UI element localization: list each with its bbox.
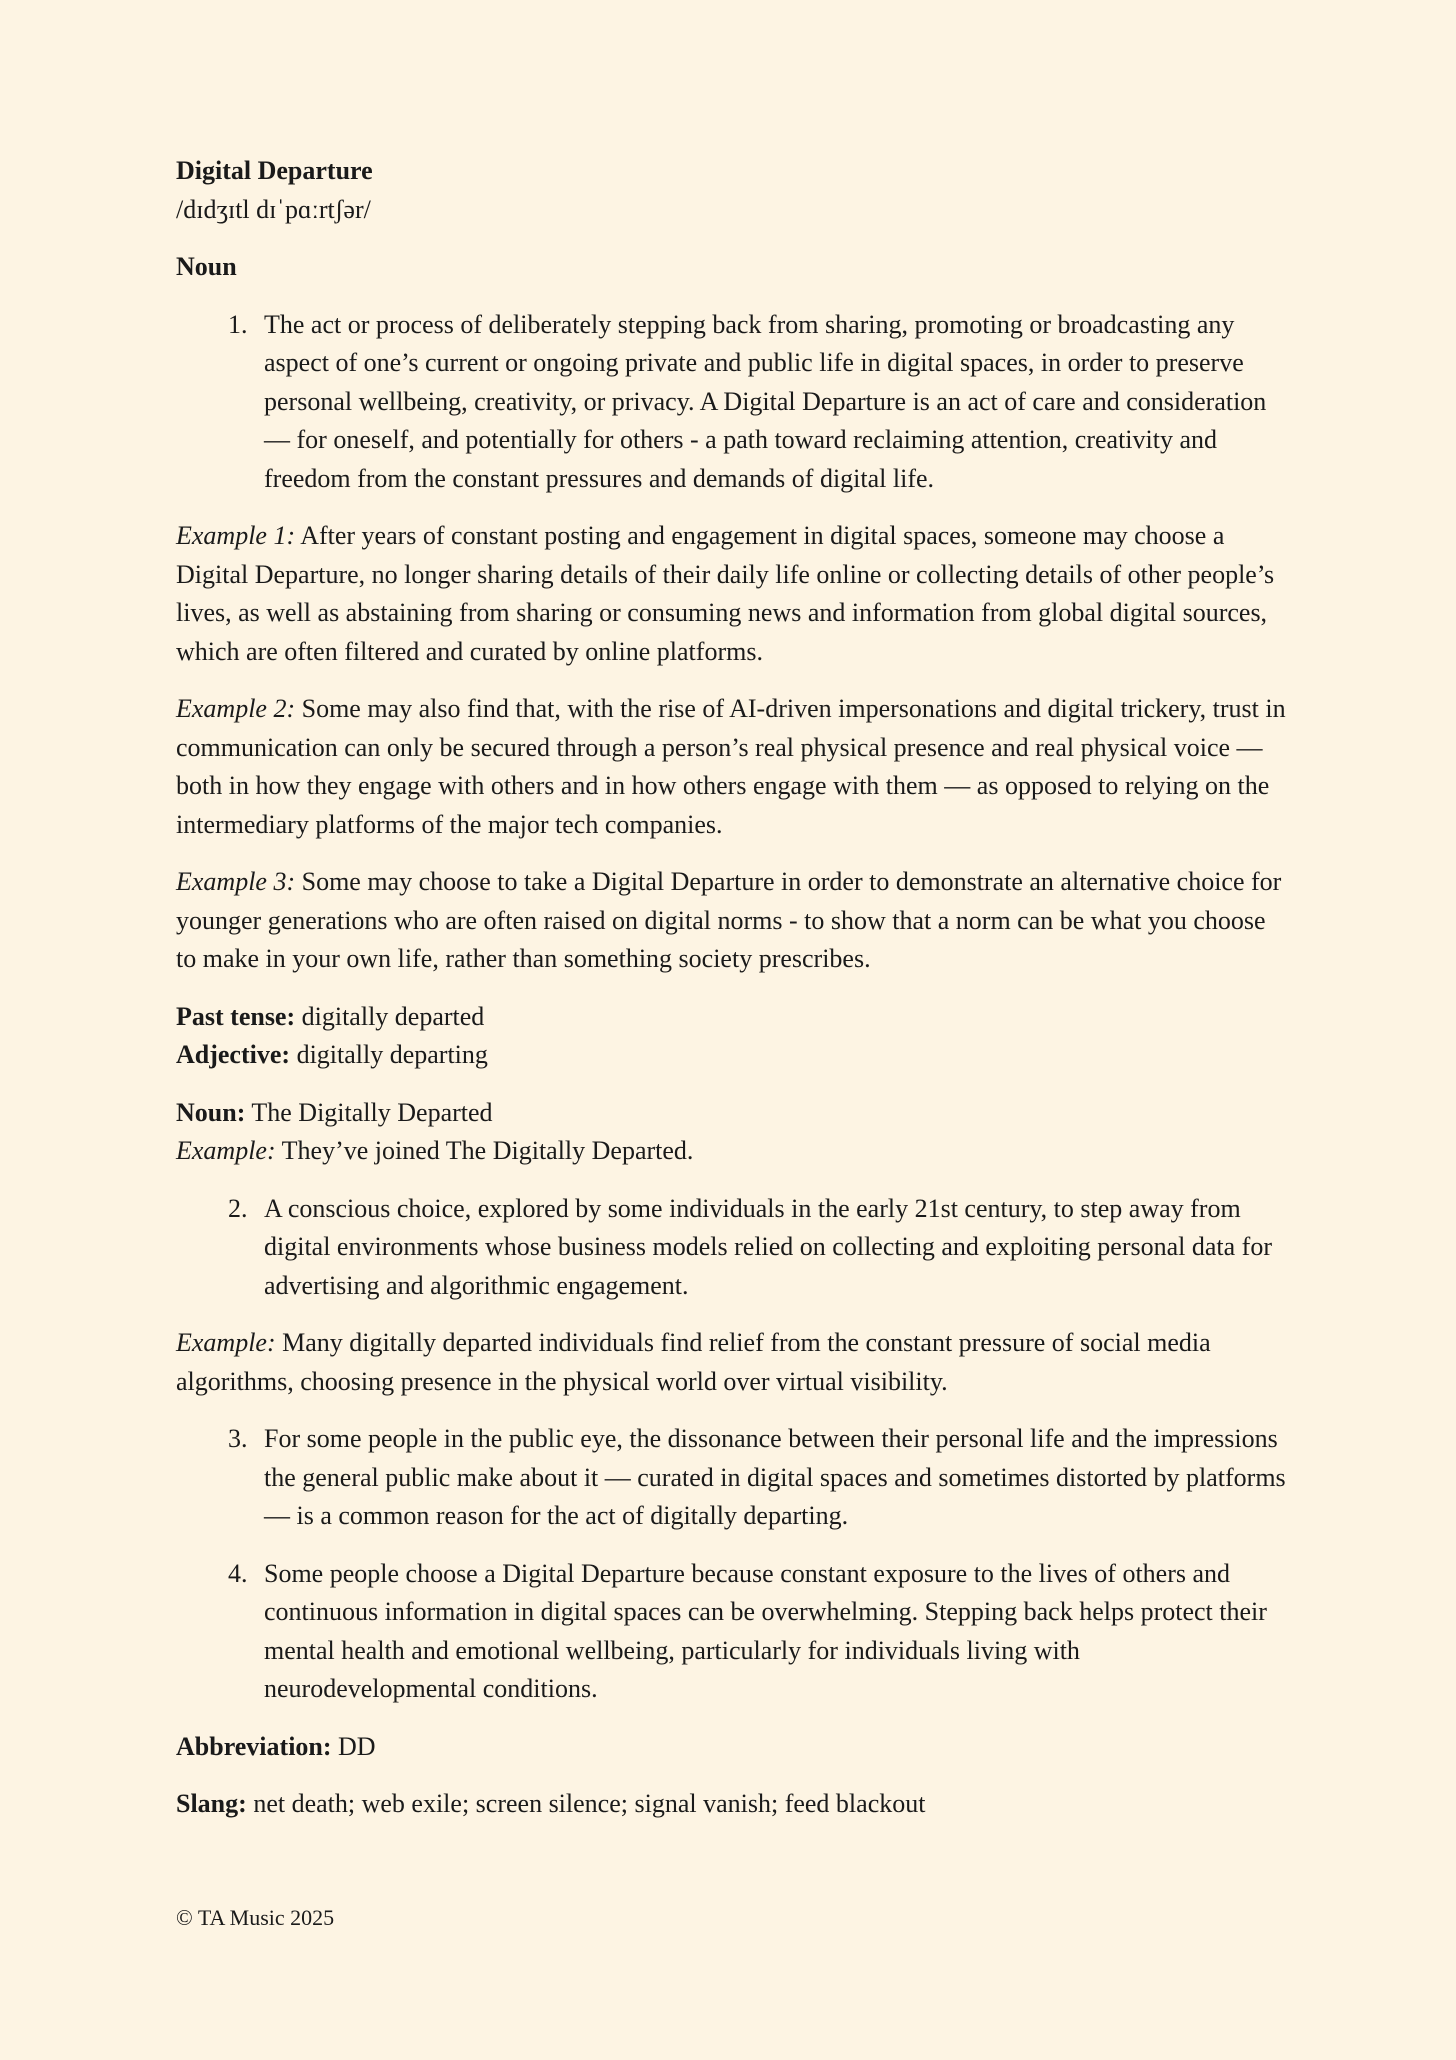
document-page bbox=[176, 152, 1286, 1843]
noun-form-label: Noun: bbox=[176, 1097, 246, 1127]
definition-4 bbox=[176, 1555, 1286, 1709]
part-of-speech: Noun bbox=[176, 252, 237, 281]
definition-number: 4. bbox=[228, 1558, 248, 1588]
example-label: Example 1: bbox=[176, 521, 296, 550]
past-tense-value: digitally departed bbox=[295, 1001, 485, 1031]
noun-example-line bbox=[176, 1132, 1286, 1171]
definition-3 bbox=[176, 1420, 1286, 1536]
definition-1 bbox=[176, 306, 1286, 499]
noun-form-value: The Digitally Departed bbox=[245, 1097, 493, 1127]
noun-example-value: They’ve joined The Digitally Departed. bbox=[275, 1136, 694, 1165]
pronunciation: /dɪdʒɪtl dɪˈpɑːrtʃər/ bbox=[176, 194, 371, 224]
example-text: Many digitally departed individuals find relief from the constant pressure of social media algorithms, choosing presence in the physical world over virtual visibility. bbox=[176, 1328, 1211, 1396]
example-text: Some may choose to take a Digital Departure in order to demonstrate an alternative choice for younger generations who are often raised on digital norms - to show that a norm can be what you choose to make in your own life, rather than something society prescribes. bbox=[176, 867, 1282, 973]
definition-number: 3. bbox=[228, 1424, 248, 1453]
adjective-label: Adjective: bbox=[176, 1040, 291, 1069]
copyright-notice: © TA Music 2025 bbox=[176, 1905, 335, 1930]
definition-2 bbox=[176, 1190, 1286, 1306]
example-3 bbox=[176, 863, 1286, 979]
past-tense-line bbox=[176, 998, 1286, 1037]
adjective-value: digitally departing bbox=[290, 1040, 488, 1069]
abbreviation-value: DD bbox=[331, 1731, 376, 1761]
example-label: Example: bbox=[176, 1328, 276, 1357]
slang-value: net death; web exile; screen silence; signal vanish; feed blackout bbox=[246, 1789, 926, 1818]
example-text: Some may also find that, with the rise of AI-driven impersonations and digital trickery, trust in communication can only be secured through a person’s real physical presence and real physical voice — both in how they engage with others and in how others engage with them — as opposed to relying on the intermediary platforms of the major tech companies. bbox=[176, 694, 1286, 839]
abbreviation-label: Abbreviation: bbox=[176, 1731, 332, 1761]
example-text: After years of constant posting and engagement in digital spaces, someone may choose a Digital Departure, no longer sharing details of their daily life online or collecting details of other people’s lives, as well as abstaining from sharing or consuming news and information from global digital sources, which are often filtered and curated by online platforms. bbox=[176, 521, 1275, 666]
slang-line bbox=[176, 1785, 1286, 1824]
abbreviation-line bbox=[176, 1728, 1286, 1767]
definition-text: Some people choose a Digital Departure because constant exposure to the lives of others and continuous information in digital spaces can be overwhelming. Stepping back helps protect their mental health and emotional wellbeing, particularly for individuals living with neurodevelopmental conditions. bbox=[264, 1558, 1267, 1703]
definition-text: A conscious choice, explored by some individuals in the early 21st century, to step away from digital environments whose business models relied on collecting and exploiting personal data for advertising and algorithmic engagement. bbox=[264, 1193, 1272, 1300]
noun-form-line bbox=[176, 1094, 1286, 1133]
definition-number: 1. bbox=[228, 309, 248, 339]
adjective-line bbox=[176, 1036, 1286, 1075]
example-label: Example 2: bbox=[176, 694, 296, 723]
definition-text: The act or process of deliberately stepping back from sharing, promoting or broadcasting any aspect of one’s current or ongoing private and public life in digital spaces, in order to preserve personal wellbeing, creativity, or privacy. A Digital Departure is an act of care and consideration — for oneself, and potentially for others - a path toward reclaiming attention, creativity and freedom from the constant pressures and demands of digital life. bbox=[264, 309, 1267, 493]
example-after-definition-2 bbox=[176, 1324, 1286, 1401]
definition-number: 2. bbox=[228, 1193, 248, 1223]
example-2 bbox=[176, 690, 1286, 844]
entry-title: Digital Departure bbox=[176, 156, 373, 185]
example-label: Example 3: bbox=[176, 867, 296, 896]
noun-example-label: Example: bbox=[176, 1136, 276, 1165]
definition-text: For some people in the public eye, the dissonance between their personal life and the impressions the general public make about it — curated in digital spaces and sometimes distorted by platforms — is a common reason for the act of digitally departing. bbox=[264, 1424, 1286, 1530]
past-tense-label: Past tense: bbox=[176, 1001, 296, 1031]
slang-label: Slang: bbox=[176, 1789, 247, 1818]
example-1 bbox=[176, 517, 1286, 671]
